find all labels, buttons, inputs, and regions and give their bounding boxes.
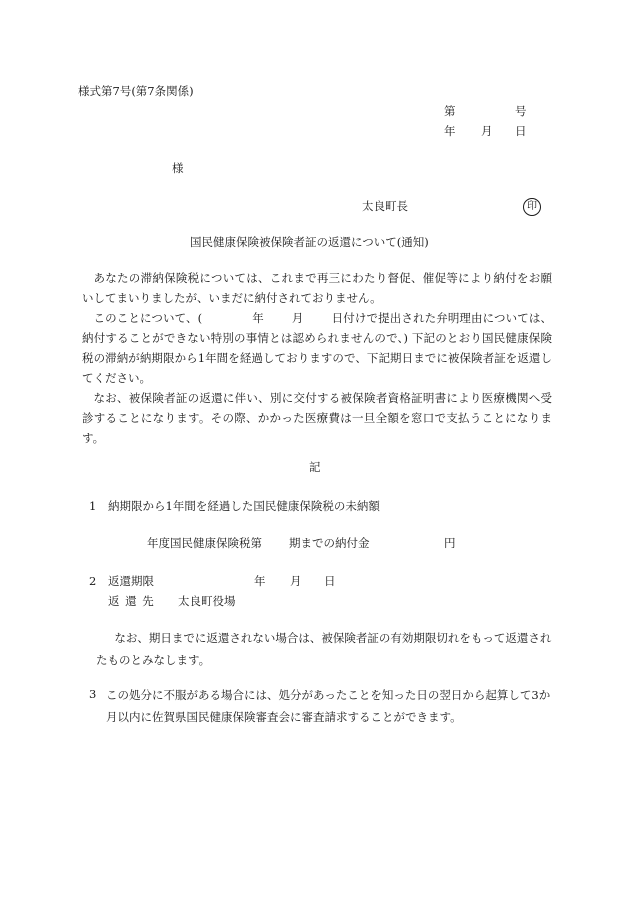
date-year-label: 年 [444,124,456,138]
body-paragraph-3: なお、被保険者証の返還に伴い、別に交付する被保険者資格証明書により医療機関へ受診することになります。その際、かかった医療費は一旦全額を窓口で支払うことになります。 [82,391,552,445]
paragraph2-part-b: 日付けで提出された弁明理由については、納付することができない特別の事情とは認められませんので、) 下記のとおり国民健康保険税の滞納が納期限から1年間を経過しておりますので、下記期日までに被保険者証を返還してください。 [82,311,553,385]
form-number: 様式第7号(第7条関係) [78,84,194,98]
body-paragraph-1: あなたの滞納保険税については、これまで再三にわたり督促、催促等により納付をお願いしてまいりましたが、いまだに納付されておりません。 [82,271,552,305]
item1-number: 1 [89,499,97,513]
paragraph2-year: 年 [252,311,264,325]
ki-heading: 記 [309,460,321,474]
date-day-label: 日 [515,124,527,138]
item2-deadline-label: 返還期限 [108,574,154,588]
doc-number-suffix: 号 [515,104,527,118]
paragraph2-part-a: このことについて、( [93,311,203,325]
item1-detail-a: 年度国民健康保険税第 [147,536,262,550]
item1-detail-b: 期までの納付金 [289,536,370,550]
recipient-honorific: 様 [172,161,184,175]
item3-number: 3 [89,687,97,701]
seal-mark: 印 [523,198,541,216]
item2-return-label: 返 還 先 [108,594,154,608]
item2-deadline-month: 月 [290,574,302,588]
sender-title: 太良町長 [362,199,408,213]
item2-note: なお、期日までに返還されない場合は、被保険者証の有効期限切れをもって返還されたものとみなします。 [96,631,552,667]
body-text [82,268,552,448]
item2-number: 2 [89,574,97,588]
item2-return-place: 太良町役場 [178,594,236,608]
paragraph2-month: 月 [291,311,304,325]
body-paragraph-2 [82,308,552,388]
doc-number-prefix: 第 [444,104,456,118]
document-title: 国民健康保険被保険者証の返還について(通知) [190,235,429,249]
item1-title: 納期限から1年間を経過した国民健康保険税の未納額 [108,499,380,513]
item2-deadline-day: 日 [324,574,336,588]
date-month-label: 月 [481,124,493,138]
item2-deadline-year: 年 [254,574,266,588]
item3-text: この処分に不服がある場合には、処分があったことを知った日の翌日から起算して3か月以内に佐賀県国民健康保険審査会に審査請求することができます。 [106,688,551,724]
item1-detail-c: 円 [444,536,456,550]
